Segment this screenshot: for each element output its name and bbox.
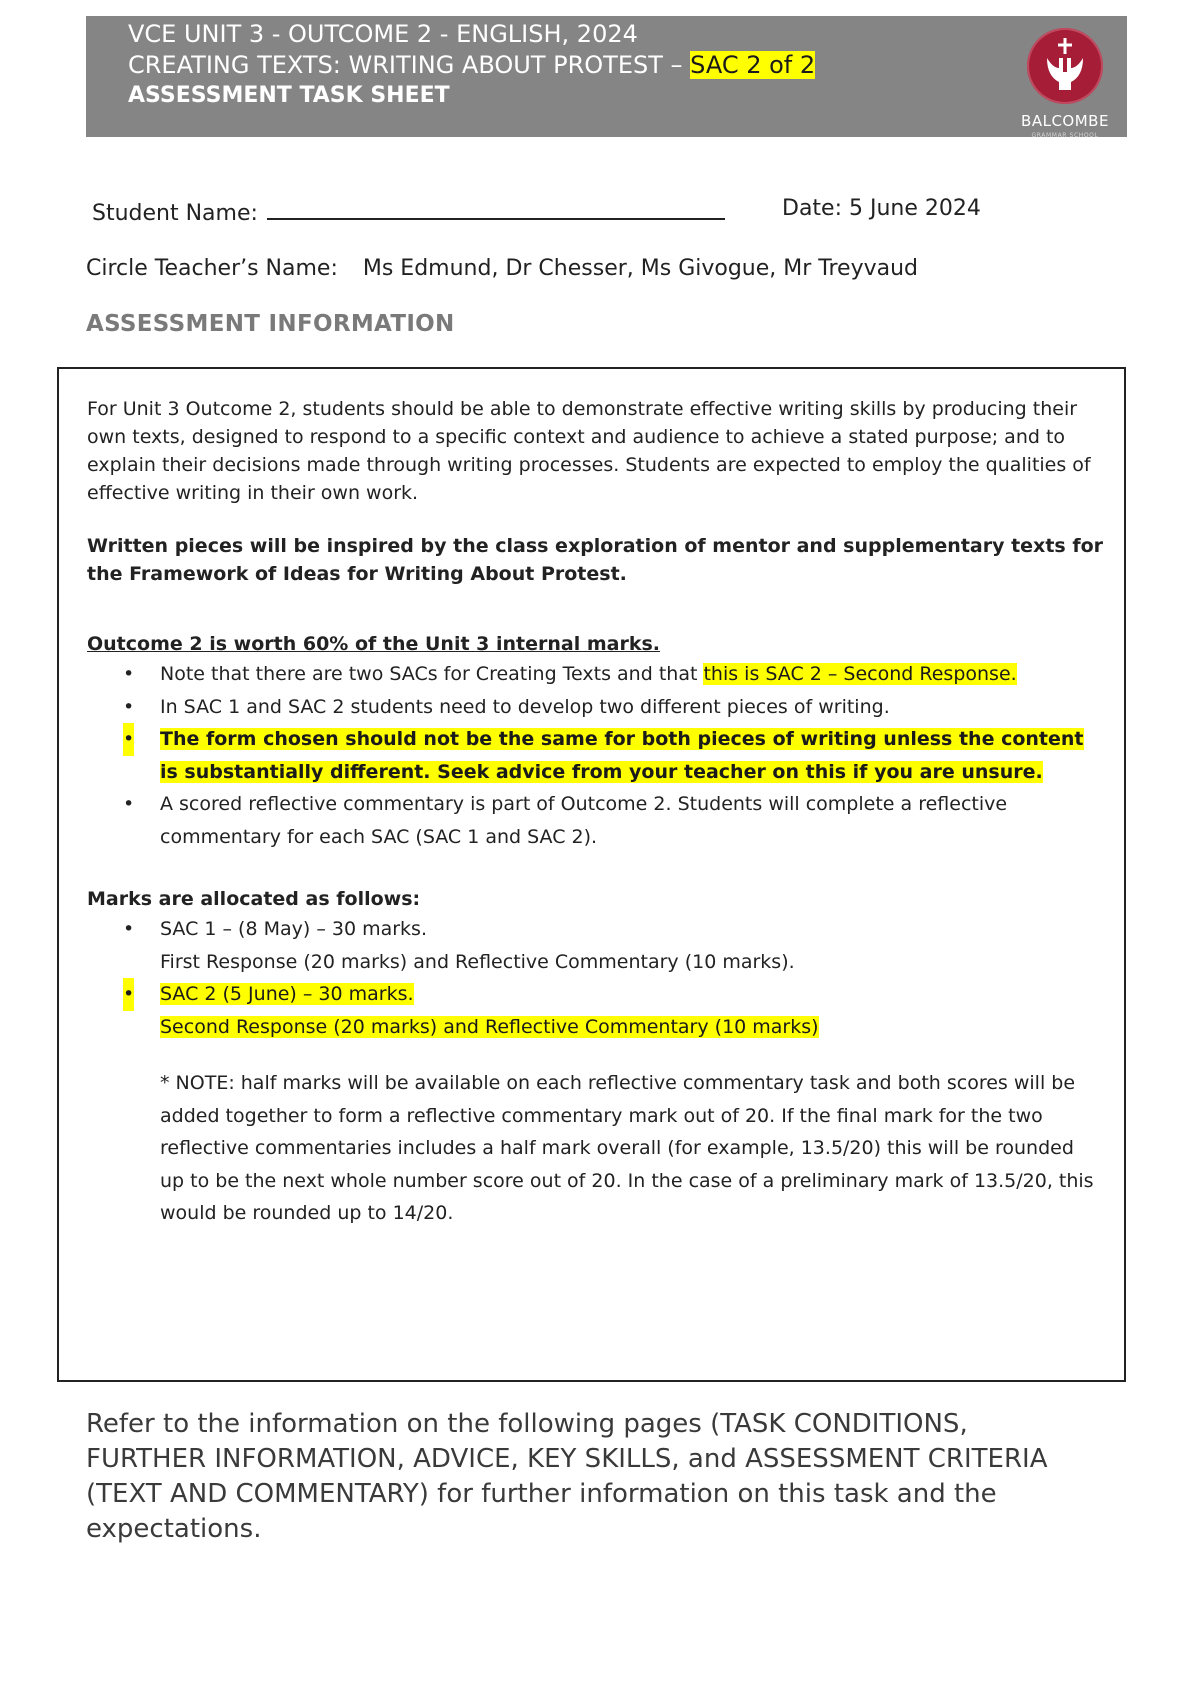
bullet-icon: • [123,723,134,756]
header-banner [86,16,1127,137]
bullet-icon: • [123,918,135,940]
student-name-label: Student Name: [92,201,258,226]
date-text: Date: 5 June 2024 [782,196,981,221]
header-subtitle: ASSESSMENT TASK SHEET [128,83,450,108]
section-title: ASSESSMENT INFORMATION [86,311,455,337]
bullet-text: Note that there are two SACs for Creating Texts and that [160,663,704,685]
marks-sac1-line1: SAC 1 – (8 May) – 30 marks. [160,918,427,940]
list-item [87,723,1103,788]
teacher-label: Circle Teacher’s Name: [86,256,338,281]
outcome-bullet-list [87,658,1103,853]
assessment-info-box [57,367,1126,1382]
marks-sac2-line1: SAC 2 (5 June) – 30 marks. [160,983,414,1005]
teacher-names: Ms Edmund, Dr Chesser, Ms Givogue, Mr Treyvaud [362,256,919,281]
teacher-field [86,256,918,281]
header-title-line2 [128,51,815,79]
school-name: BALCOMBE [1021,112,1109,130]
header-title-line2-text: CREATING TEXTS: WRITING ABOUT PROTEST – [128,51,691,79]
bullet-text-highlighted: The form chosen should not be the same for both pieces of writing unless the content is substantially different. Seek advice from your teacher on this if you are unsure. [160,728,1084,783]
info-paragraph-2: Written pieces will be inspired by the class exploration of mentor and supplementary texts for the Framework of Ideas for Writing About Protest. [87,535,1104,585]
marks-sac2-line2: Second Response (20 marks) and Reflective Commentary (10 marks) [160,1015,819,1038]
list-item [87,658,1103,691]
spacer [87,853,1103,885]
list-item [87,788,1103,853]
bullet-text: A scored reflective commentary is part of Outcome 2. Students will complete a reflective commentary for each SAC (SAC 1 and SAC 2). [160,793,1008,848]
student-name-blank[interactable] [267,196,725,220]
bullet-highlight: this is SAC 2 – Second Response. [703,663,1017,685]
marks-list [87,913,1103,1043]
header-title-line1: VCE UNIT 3 - OUTCOME 2 - ENGLISH, 2024 [128,20,638,48]
school-subtitle: GRAMMAR SCHOOL [1031,132,1099,139]
school-logo [1012,28,1118,140]
list-item [87,691,1103,724]
student-name-field [92,196,725,226]
bullet-icon: • [123,663,135,685]
info-paragraph-1: For Unit 3 Outcome 2, students should be able to demonstrate effective writing skills by producing their own texts, designed to respond to a specific context and audience to achieve a stated purpose; and to explain their decisions made through writing processes. Students are expected to employ the qualities of effective writing in their own work. [87,398,1091,504]
bullet-icon: • [123,978,134,1011]
bullet-text: In SAC 1 and SAC 2 students need to develop two different pieces of writing. [160,695,890,718]
school-crest-icon [1027,28,1103,104]
sac-number-highlight: SAC 2 of 2 [690,51,816,79]
assessment-info-content [87,395,1103,1249]
marks-sac1-line2: First Response (20 marks) and Reflective Commentary (10 marks). [160,950,795,973]
bullet-icon: • [123,695,135,718]
list-item [87,913,1103,978]
half-marks-note: * NOTE: half marks will be available on each reflective commentary task and both scores will be added together to form a reflective commentary mark out of 20. If the final mark for the two reflective commentaries includes a half mark overall (for example, 13.5/20) this will be rounded up to be the next whole number score out of 20. In the case of a preliminary mark of 13.5/20, this would be rounded up to 14/20. [160,1072,1094,1224]
footer-note: Refer to the information on the following pages (TASK CONDITIONS, FURTHER INFORMATION, ADVICE, KEY SKILLS, and ASSESSMENT CRITERIA (TEXT AND COMMENTARY) for further information on this task and the expectations. [86,1409,1048,1544]
bullet-icon: • [123,793,135,815]
list-item [87,978,1103,1043]
outcome-heading: Outcome 2 is worth 60% of the Unit 3 internal marks. [87,633,660,655]
marks-heading: Marks are allocated as follows: [87,888,421,910]
